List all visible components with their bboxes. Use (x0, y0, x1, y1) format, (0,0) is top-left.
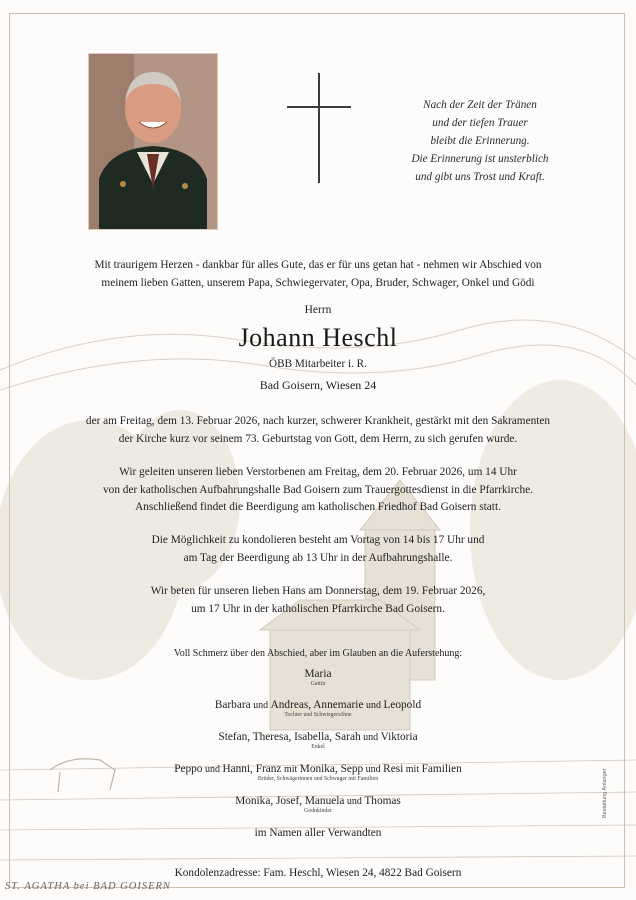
poem-line: bleibt die Erinnerung. (430, 135, 530, 147)
family-names (20, 763, 616, 775)
family-connector: und (363, 764, 384, 775)
family-names (20, 699, 616, 711)
intro-line: meinem lieben Gatten, unserem Papa, Schwiegervater, Opa, Bruder, Schwager, Onkel und Gödi (101, 276, 535, 289)
family-connector: und (360, 732, 381, 743)
portrait-photo (89, 54, 217, 229)
family-name: Familien (421, 763, 462, 775)
funeral-line: von der katholischen Aufbahrungshalle Bad Goisern zum Trauergottesdienst in die Pfarrkirche. (103, 483, 533, 496)
family-name: Hanni, Franz (222, 763, 282, 775)
family-group (20, 795, 616, 815)
poem-line: und gibt uns Trost und Kraft. (415, 171, 545, 183)
family-connector: mit (403, 764, 422, 775)
family-group (20, 699, 616, 719)
family-group (20, 668, 616, 688)
family-names (20, 668, 616, 680)
funeral-line: Wir geleiten unseren lieben Verstorbenen am Freitag, dem 20. Februar 2026, um 14 Uhr (119, 466, 517, 478)
cross-icon (287, 73, 351, 183)
intro-text (20, 257, 616, 292)
salutation: Herrn (304, 304, 332, 316)
family-role: Tochter und Schwiegersöhne (284, 712, 352, 718)
family-name: Resi (383, 763, 404, 775)
family-connector: und (250, 700, 271, 711)
family-name: Leopold (383, 699, 422, 711)
condolence-line: Die Möglichkeit zu kondolieren besteht am Vortag von 14 bis 17 Uhr und (151, 534, 485, 546)
funeral-details (20, 464, 616, 517)
family-connector: mit (281, 764, 300, 775)
family-connector: und (363, 700, 384, 711)
death-notice-line: der Kirche kurz vor seinem 73. Geburtstag von Gott, dem Herrn, zu sich gerufen wurde. (118, 432, 518, 445)
family-role: Enkel (311, 744, 325, 750)
family-connector: und (344, 796, 365, 807)
family-group (20, 731, 616, 751)
prayer-line: um 17 Uhr in der katholischen Pfarrkirche Bad Goisern. (191, 602, 445, 615)
family-names (20, 731, 616, 743)
intro-line: Mit traurigem Herzen - dankbar für alles Gute, das er für uns getan hat - nehmen wir Abschied von (94, 259, 542, 271)
memorial-poem (385, 96, 575, 186)
occupation: ÖBB Mitarbeiter i. R. (269, 358, 367, 370)
family-role: Godnkinder (304, 808, 332, 814)
image-caption: ST. AGATHA bei BAD GOISERN (5, 881, 171, 892)
family-role: Brüder, Schwägerinnen und Schwager mit Familien (257, 776, 379, 782)
prayer-details (20, 583, 616, 618)
deceased-address: Bad Goisern, Wiesen 24 (259, 378, 377, 392)
poem-line: und der tiefen Trauer (432, 117, 528, 129)
condolence-details (20, 532, 616, 567)
family-name: Stefan, Theresa, Isabella, Sarah (218, 731, 361, 743)
undertaker-credit: Bestattung Anlanger (602, 768, 608, 818)
poem-line: Nach der Zeit der Tränen (423, 99, 537, 111)
family-names (20, 795, 616, 807)
poem-line: Die Erinnerung ist unsterblich (411, 153, 549, 165)
family-name: Peppo (174, 763, 203, 775)
family-name: Andreas, Annemarie (270, 699, 364, 711)
funeral-line: Anschließend findet die Beerdigung am katholischen Friedhof Bad Goisern statt. (135, 501, 501, 513)
family-name: Monika, Josef, Manuela (235, 795, 345, 807)
family-name: Thomas (364, 795, 401, 807)
relatives-line: im Namen aller Verwandten (254, 827, 382, 839)
family-name: Maria (304, 668, 332, 680)
death-notice (20, 413, 616, 448)
family-connector: und (202, 764, 223, 775)
family-name: Viktoria (380, 731, 418, 743)
family-group (20, 763, 616, 783)
family-name: Monika, Sepp (299, 763, 364, 775)
family-role: Gattin (310, 681, 326, 687)
death-notice-line: der am Freitag, dem 13. Februar 2026, nach kurzer, schwerer Krankheit, gestärkt mit den Sakramenten (85, 415, 551, 427)
closing-statement: Voll Schmerz über den Abschied, aber im Glauben an die Auferstehung: (173, 648, 463, 659)
condolence-line: am Tag der Beerdigung ab 13 Uhr in der Aufbahrungshalle. (183, 551, 453, 564)
condolence-address: Kondolenzadresse: Fam. Heschl, Wiesen 24, 4822 Bad Goisern (174, 867, 462, 879)
family-name: Barbara (214, 699, 251, 711)
prayer-line: Wir beten für unseren lieben Hans am Donnerstag, dem 19. Februar 2026, (150, 585, 486, 597)
deceased-name: Johann Heschl (238, 323, 398, 352)
